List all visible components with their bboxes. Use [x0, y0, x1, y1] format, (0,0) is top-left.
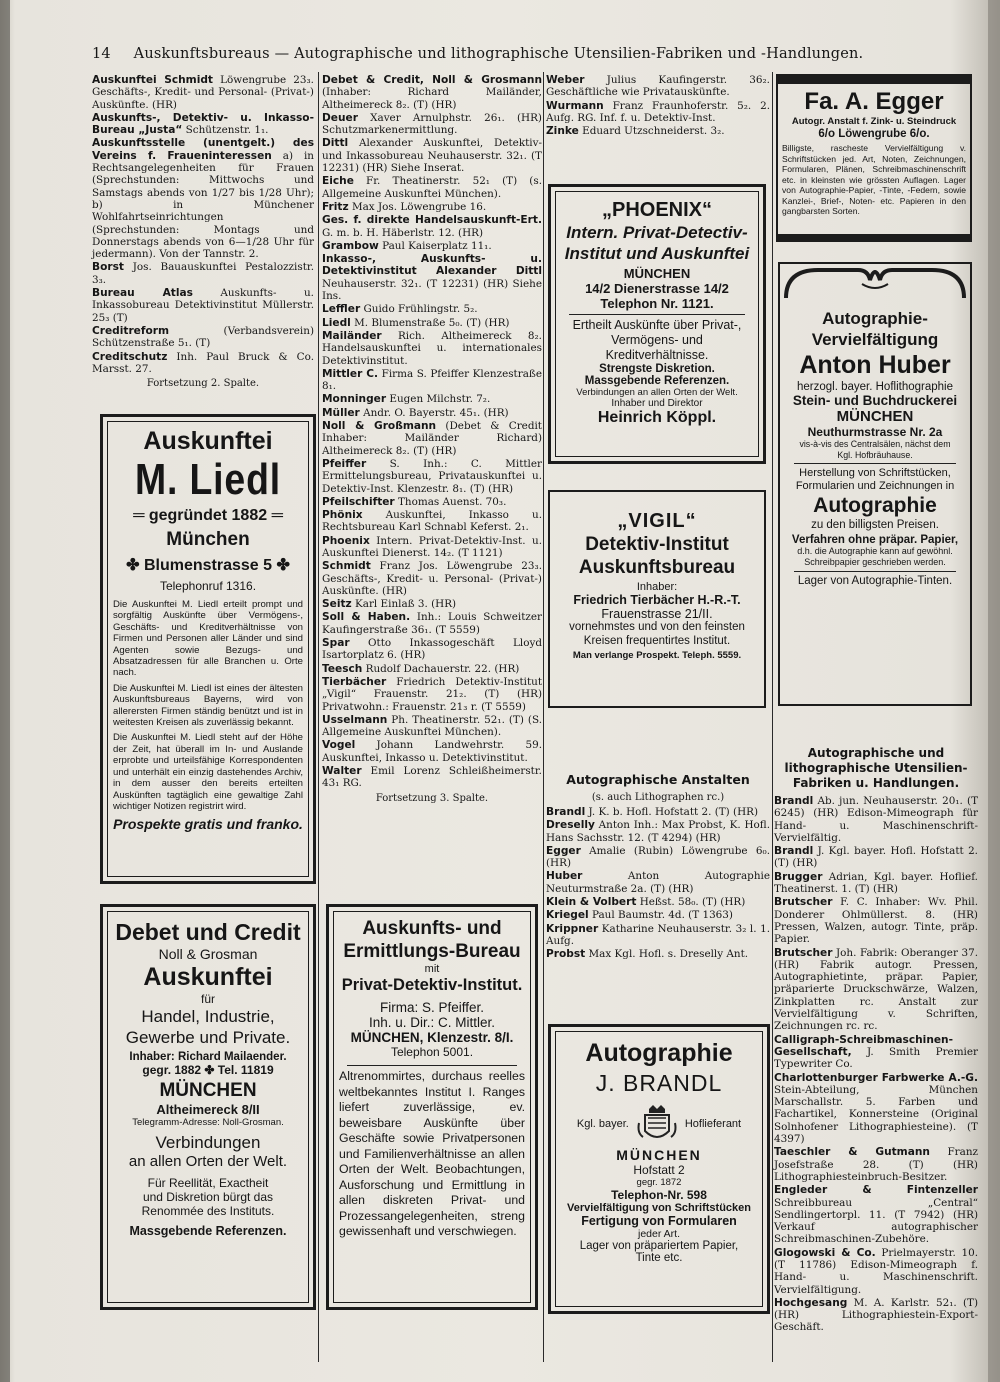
ad-debet-line: und Diskretion bürgt das	[142, 1190, 274, 1204]
page-header	[92, 46, 972, 62]
column-3	[546, 74, 770, 138]
directory-entry: Walter Emil Lorenz Schleißheimerstr. 43₁ RG.	[322, 765, 542, 790]
ad-liedl-city: München	[166, 529, 250, 550]
ad-phoenix-street: 14/2 Dienerstrasse 14/2	[585, 281, 729, 296]
ad-debet-footer: Massgebende Referenzen.	[129, 1224, 287, 1238]
ad-liedl-body: Die Auskunftei M. Liedl erteilt prompt und sorgfältig Auskünfte über Vermögens-, Geschäfts- und Kreditverhältnisse von Firmen und Personen aller Länder und sind Agenten sowie Bezugs- und Absatzadressen für alle Branchen u. Orte nach.	[113, 599, 303, 679]
ad-brandl-city: MÜNCHEN	[616, 1147, 702, 1163]
ad-debet-title: Debet und Credit	[115, 919, 301, 945]
ad-vigil-subtitle: Auskunftsbureau	[578, 557, 736, 578]
ad-phoenix-city: MÜNCHEN	[623, 266, 691, 281]
directory-entry: Müller Andr. O. Bayerstr. 45₁. (HR)	[322, 406, 509, 419]
ad-huber-street: Neuthurmstrasse Nr. 2a	[807, 425, 943, 439]
ad-huber-footer: Lager von Autographie-Tinten.	[797, 575, 953, 587]
column-divider	[772, 72, 773, 1362]
ad-egger	[776, 74, 972, 242]
directory-entry: Eiche Fr. Theatinerstr. 52₁ (T) (s. Allgemeine Auskunftei München).	[322, 175, 542, 200]
ad-huber-body: Verfahren ohne präpar. Papier,	[791, 534, 959, 546]
directory-entry: Glogowski & Co. Prielmayerstr. 10. (T 11786) Edison-Mimeograph f. Hand- u. Maschinenschrift. Vervielfältigung.	[774, 1246, 978, 1296]
ad-liedl-founded: ═ gegründet 1882 ═	[133, 507, 283, 524]
page-number: 14	[92, 46, 111, 62]
directory-entry: Wurmann Franz Fraunhoferstr. 5₂. 2. Aufg. RG. Inf. f. u. Detektiv-Inst.	[546, 99, 770, 124]
directory-entry: Inkasso-, Auskunfts- u. Detektivinstitut Alexander Dittl Neuhauserstr. 32₁. (T 12231) (HR) Siehe Ins.	[322, 253, 542, 303]
ad-huber-name: Anton Huber	[799, 351, 951, 379]
ad-phoenix-subtitle: Intern. Privat-Detectiv-	[566, 223, 748, 242]
ad-pfeiffer-title: Auskunfts- und	[362, 918, 502, 939]
ad-huber-body: d.h. die Autographie kann auf gewöhnl. Schreibpapier geschrieben werden.	[797, 546, 953, 567]
ad-pfeiffer-mit: mit	[424, 963, 440, 975]
directory-entry: Brugger Adrian, Kgl. bayer. Hoflief. Theatinerst. 1. (T) (HR)	[774, 870, 978, 896]
ad-debet-line: Für Reellität, Exactheit	[147, 1176, 269, 1190]
ad-brandl-line: jeder Art.	[637, 1228, 681, 1240]
column-divider	[543, 72, 544, 1362]
ad-huber-title: Autographie-	[822, 309, 928, 328]
directory-entry: Mailänder Rich. Altheimereck 8₂. Handelsauskunftei u. internationales Detektivinstitut.	[322, 329, 542, 367]
directory-entry: Debet & Credit, Noll & Grosmann (Inhaber: Richard Mailänder, Altheimereck 8₂. (T) (HR)	[322, 74, 542, 111]
directory-entry: Grambow Paul Kaiserplatz 11₁.	[322, 239, 492, 252]
ad-huber	[778, 262, 972, 706]
ad-pfeiffer-address: MÜNCHEN, Klenzestr. 8/I.	[350, 1030, 514, 1045]
ad-egger-subtitle: Autogr. Anstalt f. Zink- u. Steindruck	[791, 116, 957, 127]
ad-huber-autographie: Autographie	[813, 494, 937, 517]
ad-vigil-body: vornehmstes und von den feinsten Kreisen frequentirtes Institut.	[569, 621, 745, 647]
ad-pfeiffer-owner: Inh. u. Dir.: C. Mittler.	[368, 1015, 496, 1030]
entry-list	[92, 74, 314, 375]
directory-entry: Mittler C. Firma S. Pfeiffer Klenzestraße 8₁.	[322, 367, 542, 393]
ad-debet-line: Handel, Industrie,	[141, 1007, 275, 1026]
ad-brandl	[548, 1024, 770, 1314]
entry-list	[546, 74, 770, 137]
ad-brandl-line: Fertigung von Formularen	[581, 1214, 737, 1228]
ad-brandl-left: Kgl. bayer.	[576, 1118, 629, 1130]
ad-liedl	[100, 414, 316, 884]
ad-huber-body: Herstellung von Schriftstücken, Formularien und Zeichnungen in	[795, 467, 955, 492]
ad-liedl-street: ✤ Blumenstrasse 5 ✤	[126, 557, 290, 574]
section-utensilien	[774, 738, 978, 1335]
ad-phoenix-line: Massgebende Referenzen.	[584, 375, 730, 387]
ad-debet-connections: an allen Orten der Welt.	[128, 1153, 288, 1170]
directory-entry: Taeschler & Gutmann Franz Josefstraße 28. (T) (HR) Lithographiesteinbruch-Besitzer.	[774, 1146, 978, 1183]
entry-list	[546, 806, 770, 961]
ad-phoenix-line: Verbindungen an allen Orten der Welt.	[576, 387, 738, 398]
ad-huber-body: zu den billigsten Preisen.	[811, 519, 939, 531]
ad-debet-line: Renommée des Instituts.	[141, 1204, 275, 1218]
directory-entry: Tierbächer Friedrich Detektiv-Institut „Vigil“ Frauenstr. 21₂. (T) (HR) Privatwohn.: Frauenstr. 21₃ r. (T 5559)	[322, 675, 542, 713]
directory-entry: Kriegel Paul Baumstr. 4d. (T 1363)	[546, 909, 733, 922]
directory-entry: Vogel Johann Landwehrstr. 59. Auskunftei, Inkasso u. Detektivinstitut.	[322, 739, 542, 764]
directory-entry: Teesch Rudolf Dachauerstr. 22. (HR)	[322, 662, 520, 675]
ad-egger-address: 6/o Löwengrube 6/o.	[818, 128, 930, 140]
page-title: Auskunftsbureaus — Autographische und lithographische Utensilien-Fabriken und -Handlungen.	[133, 46, 864, 62]
ad-brandl-right: Hoflieferant	[684, 1118, 742, 1130]
ad-debet-line: Gewerbe und Private.	[125, 1028, 291, 1047]
ad-huber-line: herzogl. bayer. Hoflithographie	[797, 381, 953, 393]
directory-entry: Brandl Ab. jun. Neuhauserstr. 20₁. (T 6245) (HR) Edison-Mimeograph für Hand- u. Maschinenschrift-Vervielfältig.	[774, 795, 978, 844]
ad-liedl-name: M. Liedl	[134, 455, 282, 504]
ad-brandl-founded: gegr. 1872	[636, 1177, 682, 1188]
directory-entry: Creditschutz Inh. Paul Bruck & Co. Marsst. 27.	[92, 350, 314, 375]
ad-brandl-street: Hofstatt 2	[633, 1163, 685, 1177]
ad-phoenix-owner: Heinrich Köppl.	[597, 409, 717, 426]
continuation-note: Fortsetzung 3. Spalte.	[375, 792, 489, 804]
ad-huber-near: vis-à-vis des Centralsälen, nächst dem Kgl. Hofbräuhause.	[799, 439, 951, 460]
directory-entry: Auskunftei Schmidt Löwengrube 23₃. Geschäfts-, Kredit- und Personal- (Privat-) Auskünfte. (HR)	[92, 74, 314, 111]
directory-entry: Dittl Alexander Auskunftei, Detektiv- und Inkassobureau Neuhauserstr. 32₁. (T 12231) (HR) Siehe Inserat.	[322, 137, 542, 175]
directory-entry: Hochgesang M. A. Karlstr. 52₁. (T) (HR) Lithographiestein-Export-Geschäft.	[774, 1296, 978, 1334]
directory-entry: Auskunftsstelle (unentgelt.) des Vereins f. Fraueninteressen a) in Rechtsangelegenheiten für Frauen (Sprechstunden: Mittwochs und Samstags abends von 1/27 bis 1/28 Uhr); b) in Münchener Wohlfahrtseinrichtungen (Sprechstunden: Montags und Donnerstags abends von 6—1/28 Uhr für jedermann). Von der Tannstr. 2.	[92, 137, 314, 261]
directory-entry: Pfeilschifter Thomas Auenst. 70₃.	[322, 495, 507, 508]
ad-brandl-line: Tinte etc.	[635, 1252, 683, 1264]
directory-entry: Monninger Eugen Milchstr. 7₂.	[322, 393, 491, 406]
column-divider	[318, 72, 319, 1362]
ad-phoenix-phone: Telephon Nr. 1121.	[600, 296, 714, 311]
directory-entry: Spar Otto Inkassogeschäft Lloyd Isartorplatz 6. (HR)	[322, 637, 542, 662]
directory-entry: Brandl J. K. b. Hofl. Hofstatt 2. (T) (HR)	[546, 806, 759, 818]
entry-list	[774, 795, 978, 1334]
ad-debet-owner: Inhaber: Richard Mailaender.	[129, 1051, 287, 1063]
ad-pfeiffer-title: Ermittlungs-Bureau	[343, 941, 521, 962]
ad-debet-founded: gegr. 1882 ✤ Tel. 11819	[142, 1063, 274, 1077]
directory-entry: Klein & Volbert Heßst. 58₀. (T) (HR)	[546, 896, 746, 909]
directory-entry: Zinke Eduard Utzschneiderst. 3₂.	[546, 125, 725, 138]
directory-entry: Seitz Karl Einlaß 3. (HR)	[322, 598, 457, 611]
directory-entry: Deuer Xaver Arnulphstr. 26₁. (HR) Schutzmarkenermittlung.	[322, 111, 542, 137]
directory-entry: Usselmann Ph. Theatinerstr. 52₁. (T) (S. Allgemeine Auskunftei München).	[322, 713, 542, 739]
directory-entry: Auskunfts-, Detektiv- u. Inkasso-Bureau „Justa“ Schützenstr. 1₁.	[92, 111, 314, 137]
ad-brandl-title: Autographie	[585, 1039, 733, 1067]
continuation-note: Fortsetzung 2. Spalte.	[146, 378, 260, 390]
ad-pfeiffer-body: Altrenommirtes, durchaus reelles weltbekanntes Institut I. Ranges liefert zuverlässige, ev. beweisbare Auskünfte über Geschäfte sowie Privatpersonen und Familienverhältnisse an allen Orten der Welt. Beobachtungen, Ausforschung und Ermittlung in allen diskreten Privat- und Prozessangelegenheiten, streng gewissenhaft und verschwiegen.	[339, 1069, 525, 1238]
ad-debet-connections: Verbindungen	[155, 1133, 261, 1152]
ad-huber-city: MÜNCHEN	[836, 408, 914, 425]
ad-pfeiffer-subtitle: Privat-Detektiv-Institut.	[341, 976, 523, 994]
directory-entry: Pfeiffer S. Inh.: C. Mittler Ermittelungsbureau, Privatauskunftei u. Detektiv-Inst. Klenzestr. 8₁. (T) (HR)	[322, 457, 542, 495]
ad-huber-line: Stein- und Buchdruckerei	[792, 393, 958, 408]
ad-vigil-title: „VIGIL“	[617, 510, 697, 532]
ad-debet-firm: Noll & Grosman	[158, 946, 258, 962]
section-title: Autographische Anstalten	[566, 772, 750, 787]
section-autographische-anstalten	[546, 764, 770, 962]
directory-entry: Brutscher Joh. Fabrik: Oberanger 37. (HR) Fabrik autogr. Pressen, Autographietinte, präpar. Papier, präparierte Druckschwärze, Walzen, Zinkplatten rc. Anstalt zur Vervielfältigung v. Schriften, Zeichnungen rc. rc.	[774, 946, 978, 1033]
ad-pfeiffer-phone: Telephon 5001.	[390, 1045, 474, 1059]
directory-entry: Liedl M. Blumenstraße 5₀. (T) (HR)	[322, 316, 510, 329]
ad-vigil	[548, 490, 766, 708]
directory-entry: Phoenix Intern. Privat-Detektiv-Inst. u. Auskunftei Dienerst. 14₂. (T 1121)	[322, 534, 542, 559]
directory-entry: Creditreform (Verbandsverein) Schützenstraße 5₁. (T)	[92, 324, 314, 350]
ad-brandl-phone: Telephon-Nr. 598	[611, 1188, 707, 1202]
directory-entry: Weber Julius Kaufingerstr. 36₂. Geschäftliche wie Privatauskünfte.	[546, 74, 770, 99]
directory-entry: Leffler Guido Frühlingstr. 5₂.	[322, 303, 478, 316]
royal-crest-icon	[635, 1103, 679, 1145]
directory-entry: Probst Max Kgl. Hofl. s. Dreselly Ant.	[546, 948, 749, 961]
directory-entry: Soll & Haben. Inh.: Louis Schweitzer Kaufingerstraße 36₁. (T 5559)	[322, 611, 542, 636]
column-2	[322, 74, 542, 810]
directory-entry: Ges. f. direkte Handelsauskunft-Ert. G. m. b. H. Häberlstr. 12. (HR)	[322, 214, 542, 239]
ad-vigil-subtitle: Detektiv-Institut	[585, 534, 729, 555]
directory-entry: Egger Amalie (Rubin) Löwengrube 6₀. (HR)	[546, 844, 770, 870]
directory-entry: Schmidt Franz Jos. Löwengrube 23₃. Geschäfts-, Kredit- u. Personal- (Privat-) Auskünfte. (HR)	[322, 560, 542, 597]
directory-entry: Krippner Katharine Neuhauserstr. 3₂ l. 1. Aufg.	[546, 922, 770, 947]
ad-liedl-body: Die Auskunftei M. Liedl steht auf der Höhe der Zeit, hat überall im In- und Auslande erprobte und urteilsfähige Korrespondenten und unterhält ein einzig dastehendes Archiv, in dem ausser den bereits erteilten Auskünften tagtäglich eine gewaltige Zahl wichtiger Notizen registrirt wird.	[113, 732, 303, 812]
ad-phoenix-line: Strengste Diskretion.	[599, 363, 715, 375]
ad-debet-credit	[100, 904, 316, 1310]
directory-entry: Calligraph-Schreibmaschinen-Gesellschaft, J. Smith Premier Typewriter Co.	[774, 1033, 978, 1071]
ad-liedl-phone: Telephonruf 1316.	[159, 579, 257, 593]
ad-phoenix	[548, 184, 766, 464]
ad-brandl-name: J. BRANDL	[595, 1070, 723, 1096]
ad-phoenix-subtitle: Institut und Auskunftei	[564, 244, 750, 263]
directory-entry: Noll & Großmann (Debet & Credit Inhaber: Mailänder Richard) Altheimereck 8₂. (T) (HR)	[322, 420, 542, 457]
ad-pfeiffer	[326, 904, 538, 1310]
ad-vigil-owner: Friedrich Tierbächer H.-R.-T.	[573, 593, 741, 607]
ad-brandl-line: Lager von präpariertem Papier,	[579, 1240, 739, 1252]
ad-vigil-street: Frauenstrasse 21/II.	[601, 607, 713, 621]
ad-liedl-footer: Prospekte gratis und franko.	[113, 816, 303, 833]
directory-entry: Brandl J. Kgl. bayer. Hofl. Hofstatt 2. (T) (HR)	[774, 845, 978, 870]
directory-entry: Huber Anton Autographie Neuturmstraße 2a. (T) (HR)	[546, 870, 770, 895]
section-title: Autographische und lithographische Utensilien-Fabriken u. Handlungen.	[784, 746, 968, 790]
ad-huber-title: Vervielfältigung	[811, 330, 939, 349]
ad-liedl-title: Auskunftei	[143, 427, 273, 455]
ad-debet-telegram: Telegramm-Adresse: Noll-Grosman.	[132, 1117, 284, 1128]
ad-phoenix-body: Ertheilt Auskünfte über Privat-, Vermögens- und Kreditverhältnisse.	[572, 318, 742, 362]
directory-entry: Engleder & Fintenzeller Schreibbureau „Central“ Sendlingertorpl. 11. (T 7942) (HR) Verkauf autographischer Schreibmaschinen-Zubehöre.	[774, 1184, 978, 1246]
ad-phoenix-line: Inhaber und Direktor	[611, 398, 703, 409]
ad-egger-body: Billigste, rascheste Vervielfältigung v. Schriftstücken jed. Art, Noten, Zeichnungen, Formularen, Plänen, Schreibmaschinenschrift etc. in kleinsten wie grössten Auflagen. Lager von Autographie-Papier, -Tinte, -Federn, sowie Kanzlei-, Brief-, Noten- etc. Papieren in den gangbarsten Sorten.	[782, 143, 966, 216]
directory-entry: Dreselly Anton Inh.: Max Probst, K. Hofl. Hans Sachsstr. 12. (T 4294) (HR)	[546, 819, 770, 844]
ad-debet-city: MÜNCHEN	[159, 1080, 257, 1101]
ad-vigil-owner-label: Inhaber:	[636, 581, 678, 593]
section-subtitle: (s. auch Lithographen rc.)	[591, 792, 725, 803]
ad-pfeiffer-firm: Firma: S. Pfeiffer.	[379, 1000, 485, 1015]
directory-entry: Brutscher F. C. Inhaber: Wv. Phil. Donderer Ohlmüllerst. 8. (HR) Pressen, Walzen, autogr. Tinte, präp. Papier.	[774, 896, 978, 946]
ad-brandl-line: Vervielfältigung von Schriftstücken	[567, 1202, 751, 1214]
column-1	[92, 74, 314, 395]
ad-phoenix-title: „PHOENIX“	[601, 199, 713, 221]
ad-debet-street: Altheimereck 8/II	[156, 1102, 260, 1117]
directory-entry: Phönix Auskunftei, Inkasso u. Rechtsbureau Karl Schnabl Keferst. 2₁.	[322, 509, 542, 534]
ad-debet-fuer: für	[200, 992, 215, 1006]
directory-entry: Charlottenburger Farbwerke A.-G. Stein-Abteilung, München Marschallstr. 5. Farben und Fachartikel, Konnersteine (Original Solnhofener Lithographiesteine). (T 4397)	[774, 1071, 978, 1146]
directory-entry: Borst Jos. Bauauskunftei Pestalozzistr. 3₃.	[92, 261, 314, 286]
ad-debet-auskunftei: Auskunftei	[143, 963, 273, 991]
ad-liedl-body: Die Auskunftei M. Liedl ist eines der ältesten Auskunftsbureaus Bayerns, wird von allerersten Firmen ständig benützt und ist in weitesten Kreisen als zuverlässig bekannt.	[113, 682, 303, 729]
ad-vigil-footer: Man verlange Prospekt. Teleph. 5559.	[572, 650, 742, 661]
directory-entry: Bureau Atlas Auskunfts- u. Inkassobureau Detektivinstitut Müllerstr. 25₃ (T)	[92, 287, 314, 324]
directory-entry: Fritz Max Jos. Löwengrube 16.	[322, 200, 487, 213]
entry-list	[322, 74, 542, 790]
ad-egger-title: Fa. A. Egger	[804, 88, 944, 115]
